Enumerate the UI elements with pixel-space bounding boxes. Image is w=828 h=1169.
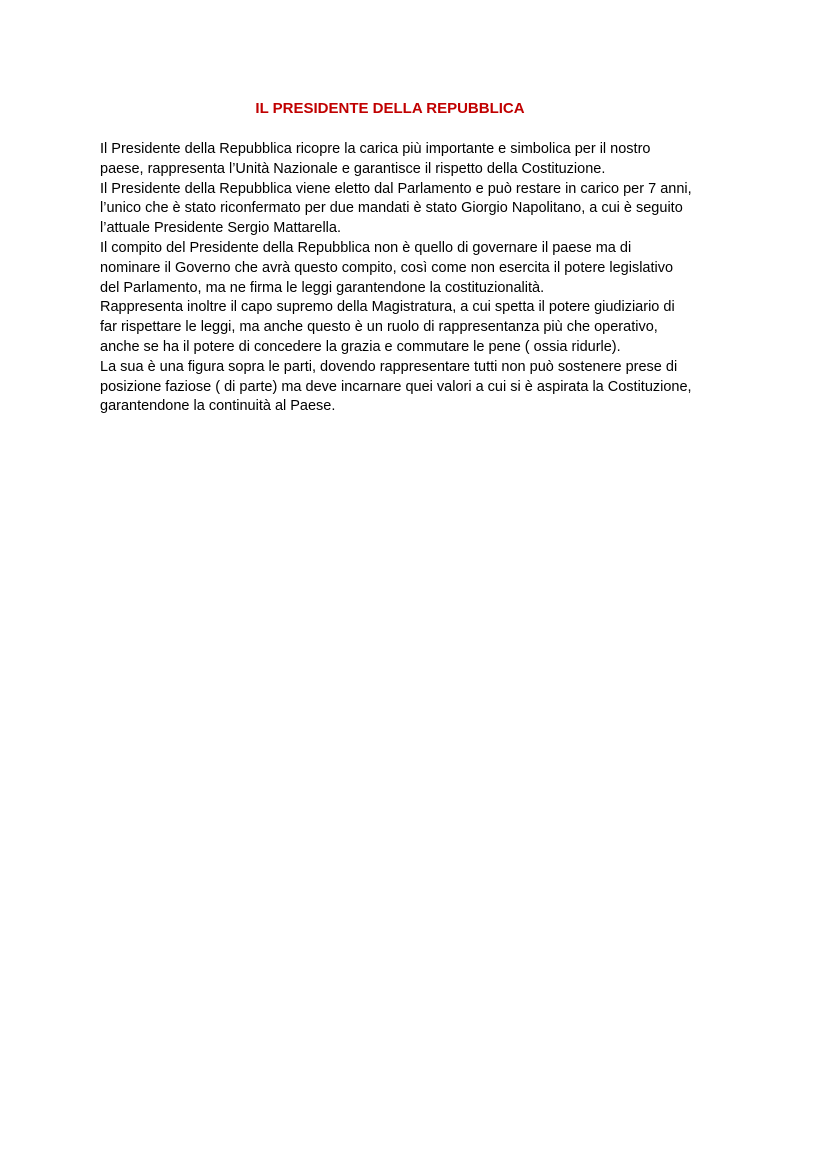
body-line: Il compito del Presidente della Repubblica non è quello di governare il paese ma di <box>100 239 632 256</box>
body-line: anche se ha il potere di concedere la grazia e commutare le pene ( ossia ridurle). <box>100 338 621 355</box>
body-line: del Parlamento, ma ne firma le leggi garantendone la costituzionalità. <box>100 279 545 296</box>
body-line: La sua è una figura sopra le parti, dovendo rappresentare tutti non può sostenere prese di <box>100 358 678 375</box>
body-line: nominare il Governo che avrà questo compito, così come non esercita il potere legislativo <box>100 259 674 276</box>
body-line: Il Presidente della Repubblica viene eletto dal Parlamento e può restare in carico per 7 anni, <box>100 180 692 197</box>
body-line: garantendone la continuità al Paese. <box>100 398 336 415</box>
body-line: posizione faziose ( di parte) ma deve incarnare quei valori a cui si è aspirata la Costituzione, <box>100 378 692 395</box>
body-line: paese, rappresenta l’Unità Nazionale e garantisce il rispetto della Costituzione. <box>100 160 606 177</box>
body-line: l’attuale Presidente Sergio Mattarella. <box>100 220 341 237</box>
document-title: IL PRESIDENTE DELLA REPUBBLICA <box>255 100 525 117</box>
body-line: l’unico che è stato riconfermato per due mandati è stato Giorgio Napolitano, a cui è seguito <box>100 200 683 217</box>
body-line: Rappresenta inoltre il capo supremo della Magistratura, a cui spetta il potere giudiziario di <box>100 299 675 316</box>
document-body <box>100 140 740 417</box>
body-line: Il Presidente della Repubblica ricopre la carica più importante e simbolica per il nostro <box>100 141 651 157</box>
body-line: far rispettare le leggi, ma anche questo è un ruolo di rappresentanza più che operativo, <box>100 319 658 336</box>
